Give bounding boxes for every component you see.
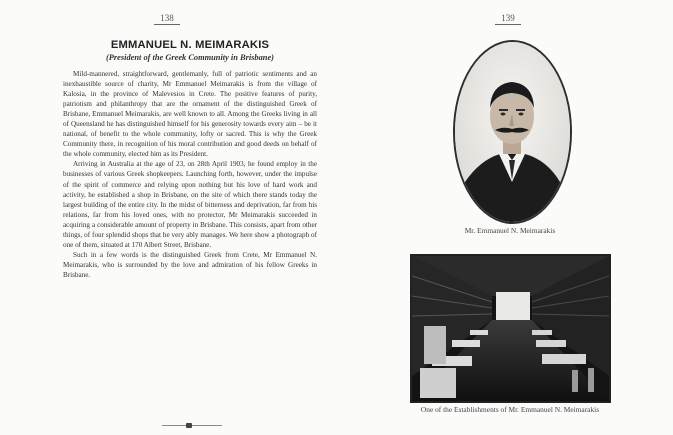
paragraph-3: Such in a few words is the distinguished Greek from Crete, Mr Emmanuel N. Meimarakis, who is surrounded by the love and admiration of his fellow Greeks in Brisbane. <box>63 250 317 279</box>
portrait-caption: Mr. Emmanuel N. Meimarakis <box>464 226 556 235</box>
paragraph-2: Arriving in Australia at the age of 23, on 28th April 1903, he found employ in the businesses of various Greek shopkeepers. Launching forth, however, under the impulse of the spirit of commerce and relying upon nothing but his love of hard work and activity, he established a shop in Brisbane, on the site of which there stands today the largest building of the entire city. In the midst of bitterness and deprivation, far from his relations, far from his loved ones, with no protector, Mr Meimarakis succeeded in acquiring a considerable amount of property in Brisbane. This consists, apart from other things, of four splendid shops that he very ably manages. We here show a photograph of one of them, situated at 170 Albert Street, Brisbane. <box>63 160 317 249</box>
shop-interior-photo <box>410 254 611 403</box>
left-page-number: 138 <box>147 13 187 25</box>
right-page-number: 139 <box>488 13 528 25</box>
end-ornament <box>162 425 222 426</box>
paragraph-1: Mild-mannered, straightforward, gentlemanly, full of patriotic sentiments and an inexhaustible source of charity, Mr Emmanuel Meimarakis is from the village of Kalosia, in the province of Malevesios in Crete. The positive features of purity, patriotism and philanthropy that are the ornament of the distinguished Greek of Brisbane, Emmanuel Meimarakis, are well known to all. Among the Greeks living in all of Queensland he has distinguished himself for his generosity towards every aim – be it national, of benefit to the whole community, lofty or sacred. This is why the Greek Community there, in recognition of his moral contribution and good deeds on behalf of the whole community, elected him as its President. <box>63 70 317 159</box>
shop-photo-caption: One of the Establishments of Mr. Emmanuel N. Meimarakis <box>420 405 600 414</box>
portrait-photo <box>453 40 572 224</box>
article-subtitle: (President of the Greek Community in Brisbane) <box>106 53 274 62</box>
article-title: EMMANUEL N. MEIMARAKIS <box>110 39 270 51</box>
article-column <box>63 38 317 280</box>
